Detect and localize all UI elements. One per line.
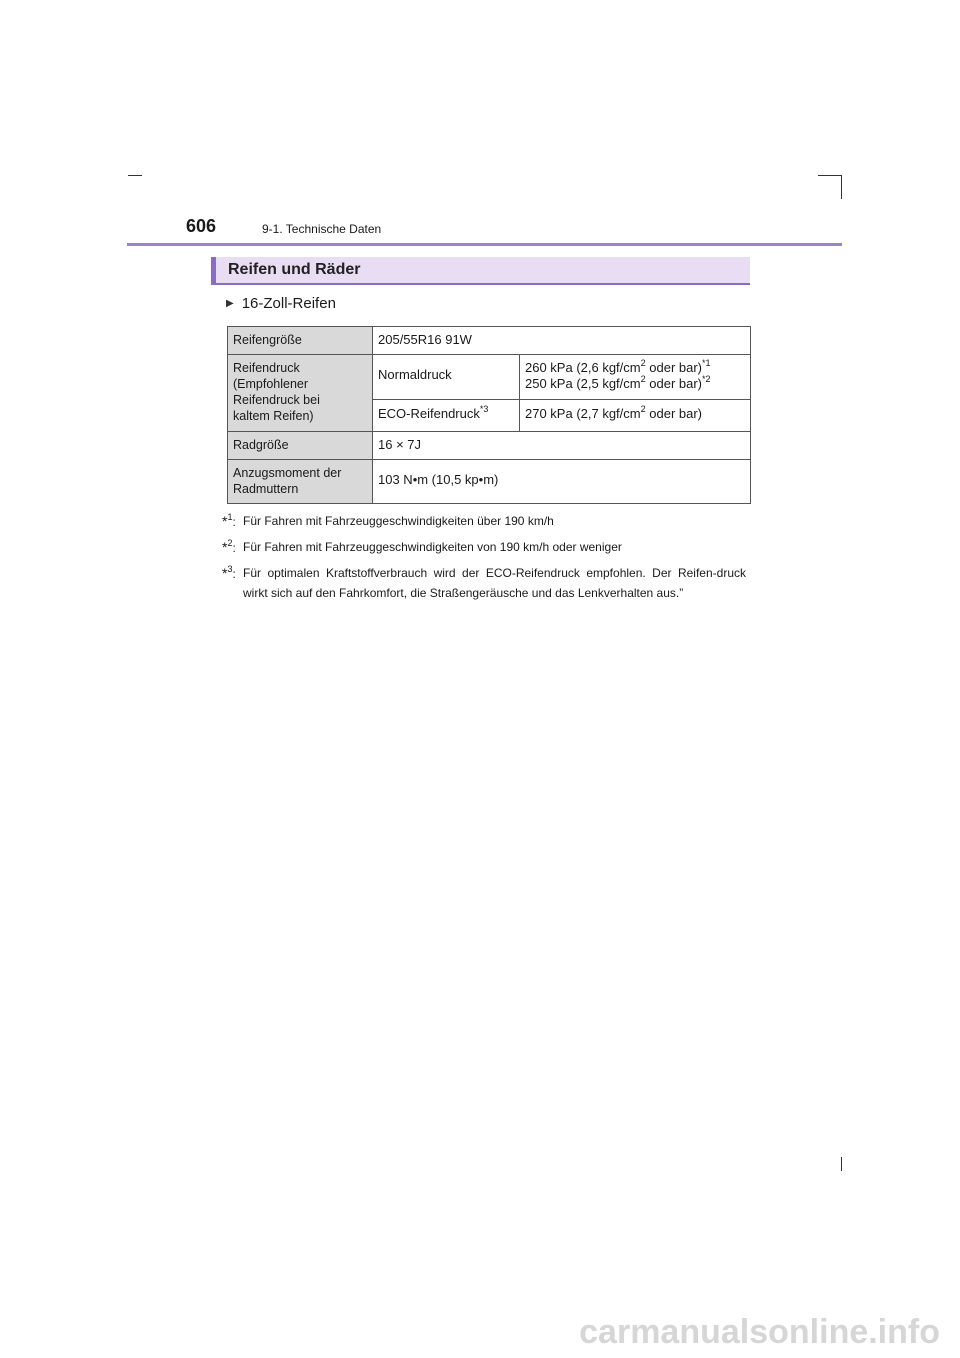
wheel-size-value: 16 × 7J — [373, 432, 751, 460]
normal-pressure-label: Normaldruck — [373, 355, 520, 400]
section-reference: 9-1. Technische Daten — [262, 222, 382, 236]
table-row-tire-size — [228, 327, 751, 355]
wheel-size-label: Radgröße — [228, 432, 373, 460]
table-row-normal-pressure — [228, 355, 751, 400]
footnote-1: *$^1$: Für Fahren mit Fahrzeuggeschwindigkeiten über 190 km/h — [222, 512, 554, 529]
table-row-torque — [228, 460, 751, 504]
triangle-bullet-icon: ▶ — [226, 298, 234, 309]
tire-size-value: 205/55R16 91W — [373, 327, 751, 355]
tire-size-label: Reifengröße — [228, 327, 373, 355]
subsection-heading — [226, 295, 336, 312]
eco-pressure-label: ECO-Reifendruck$^{*3}$ — [373, 400, 520, 432]
normal-pressure-value: 260 kPa (2,6 kgf/$cm^2$ oder bar)$^{*1}$ 250 kPa (2,5 kgf/$cm^2$ oder bar)$^{*2}$ — [520, 355, 751, 400]
page-number: 606 — [186, 216, 217, 236]
header-rule — [127, 243, 842, 246]
footnote-ref-2: *2 — [702, 374, 711, 384]
section-title: Reifen und Räder — [228, 261, 361, 278]
crop-mark-top-right-h — [818, 175, 842, 176]
crop-mark-top-left — [128, 175, 142, 176]
table-row-wheel-size — [228, 432, 751, 460]
footnote-ref-3: *3 — [479, 404, 489, 414]
eco-pressure-value: 270 kPa (2,7 kgf/$cm^2$ oder bar) — [520, 400, 751, 432]
subsection-title: 16-Zoll-Reifen — [241, 295, 336, 312]
crop-mark-bottom-right — [841, 1157, 842, 1171]
torque-value: 103 N•m (10,5 kp•m) — [373, 460, 751, 504]
torque-label: Anzugsmoment der Radmuttern — [228, 460, 373, 504]
tire-spec-table — [227, 326, 751, 504]
crop-mark-top-right-v — [841, 175, 842, 199]
watermark-text: carmanualsonline.info — [579, 1313, 940, 1351]
section-title-box — [211, 257, 750, 285]
footnote-3: *$^3$: Für optimalen Kraftstoffverbrauch wird der ECO-Reifendruck empfohlen. Der Reifen-druck wirkt sich auf den Fahrkomfort, die Straßengeräusche und das Lenkverhalten aus.” — [222, 564, 746, 600]
footnote-2: *$^2$: Für Fahren mit Fahrzeuggeschwindigkeiten von 190 km/h oder weniger — [222, 538, 622, 555]
footnote-ref-1: *1 — [702, 358, 711, 368]
tire-pressure-label: Reifendruck (Empfohlener Reifendruck bei kaltem Reifen) — [228, 355, 373, 432]
